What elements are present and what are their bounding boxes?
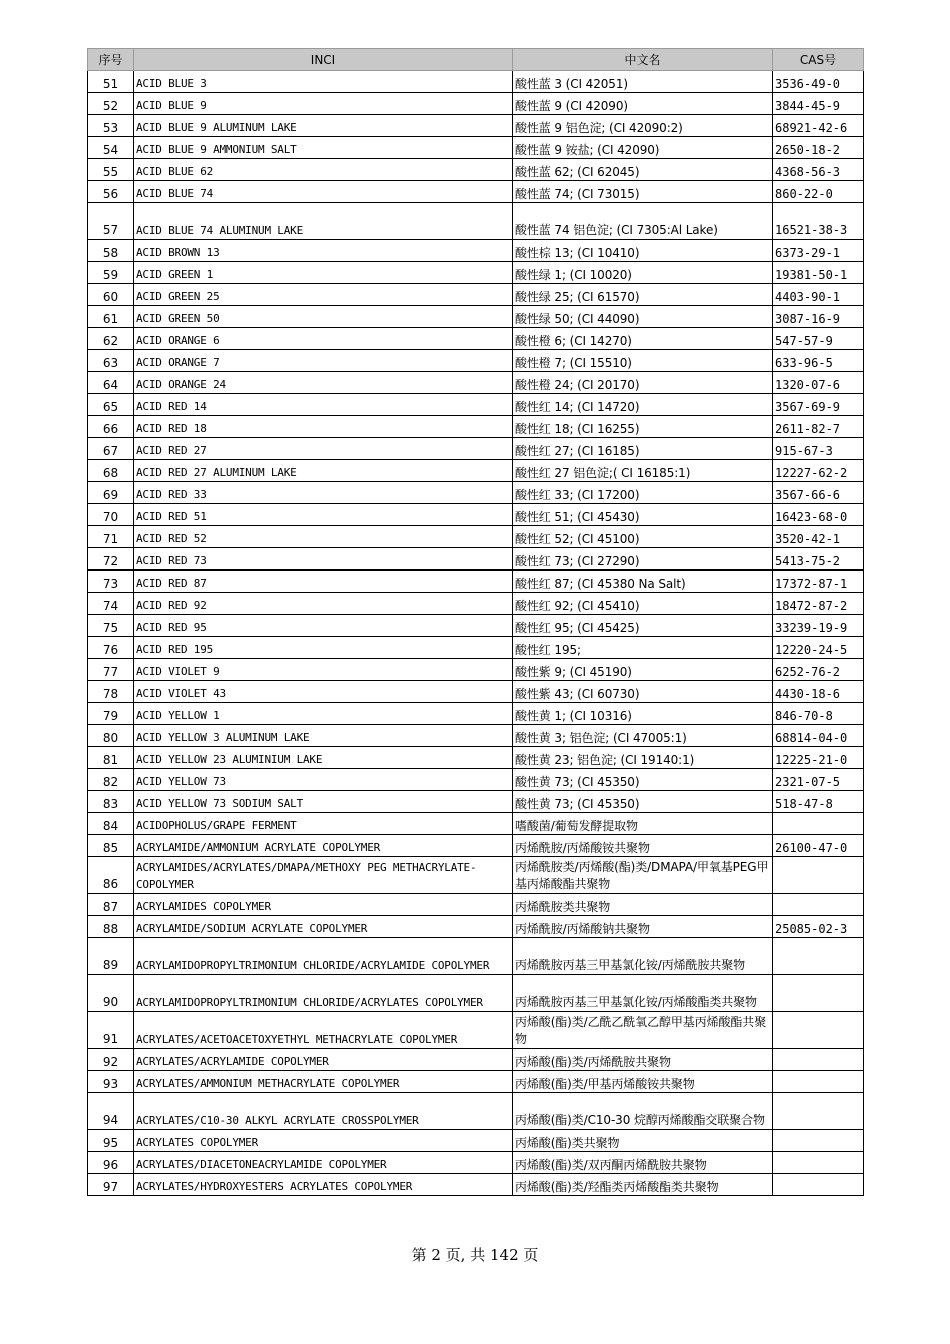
cell-no: 56 [88,181,134,203]
cell-inci: ACID BLUE 9 ALUMINUM LAKE [134,115,513,137]
table-row [88,1049,864,1071]
cell-no: 52 [88,93,134,115]
cell-chinese-name: 丙烯酸(酯)类共聚物 [513,1130,773,1152]
cell-cas: 12220-24-5 [773,637,864,659]
cell-chinese-name: 酸性蓝 74 铝色淀; (CI 7305:Al Lake) [513,203,773,240]
cell-no: 96 [88,1152,134,1174]
cell-cas: 633-96-5 [773,350,864,372]
cell-cas [773,1152,864,1174]
cell-no: 60 [88,284,134,306]
cell-chinese-name: 酸性橙 24; (CI 20170) [513,372,773,394]
cell-chinese-name: 酸性黄 23; 铝色淀; (CI 19140:1) [513,747,773,769]
table-row [88,1152,864,1174]
cell-cas: 2321-07-5 [773,769,864,791]
cell-cas: 3567-66-6 [773,482,864,504]
table-row [88,548,864,571]
cell-inci: ACID BLUE 74 [134,181,513,203]
table-row [88,1012,864,1049]
cell-inci: ACID RED 18 [134,416,513,438]
cell-chinese-name: 丙烯酰胺/丙烯酸铵共聚物 [513,835,773,857]
cell-no: 89 [88,938,134,975]
table-row [88,1174,864,1196]
table-row [88,416,864,438]
cell-cas [773,1093,864,1130]
cell-cas: 6373-29-1 [773,240,864,262]
cell-chinese-name: 丙烯酸(酯)类/乙酰乙酰氧乙醇甲基丙烯酸酯共聚物 [513,1012,773,1049]
cell-cas: 17372-87-1 [773,570,864,593]
cell-inci: ACID BROWN 13 [134,240,513,262]
cell-inci: ACID RED 27 [134,438,513,460]
cell-inci: ACID RED 14 [134,394,513,416]
table-row [88,747,864,769]
cell-chinese-name: 酸性绿 1; (CI 10020) [513,262,773,284]
cell-cas: 860-22-0 [773,181,864,203]
cell-no: 87 [88,894,134,916]
cell-chinese-name: 丙烯酸(酯)类/甲基丙烯酸铵共聚物 [513,1071,773,1093]
cell-chinese-name: 酸性紫 9; (CI 45190) [513,659,773,681]
cell-chinese-name: 酸性蓝 62; (CI 62045) [513,159,773,181]
table-row [88,593,864,615]
table-row [88,570,864,593]
table-row [88,894,864,916]
cell-no: 68 [88,460,134,482]
cell-no: 57 [88,203,134,240]
table-row [88,1093,864,1130]
cell-inci: ACID BLUE 62 [134,159,513,181]
cell-cas [773,813,864,835]
cell-inci: ACID RED 52 [134,526,513,548]
table-row [88,504,864,526]
cell-no: 55 [88,159,134,181]
cell-chinese-name: 酸性绿 50; (CI 44090) [513,306,773,328]
cell-no: 95 [88,1130,134,1152]
cell-cas: 4368-56-3 [773,159,864,181]
cell-inci: ACRYLATES/DIACETONEACRYLAMIDE COPOLYMER [134,1152,513,1174]
table-row [88,71,864,93]
ingredient-table [87,48,864,1196]
cell-inci: ACRYLAMIDOPROPYLTRIMONIUM CHLORIDE/ACRYLATES COPOLYMER [134,975,513,1012]
cell-chinese-name: 丙烯酸(酯)类/C10-30 烷醇丙烯酸酯交联聚合物 [513,1093,773,1130]
table-row [88,372,864,394]
table-row [88,262,864,284]
cell-chinese-name: 酸性红 51; (CI 45430) [513,504,773,526]
page-footer: 第 2 页, 共 142 页 [411,1246,539,1264]
table-row [88,615,864,637]
cell-no: 90 [88,975,134,1012]
cell-chinese-name: 酸性红 92; (CI 45410) [513,593,773,615]
table-row [88,938,864,975]
cell-inci: ACID YELLOW 73 SODIUM SALT [134,791,513,813]
cell-chinese-name: 嗜酸菌/葡萄发酵提取物 [513,813,773,835]
cell-inci: ACID RED 92 [134,593,513,615]
cell-chinese-name: 酸性紫 43; (CI 60730) [513,681,773,703]
cell-inci: ACRYLATES/AMMONIUM METHACRYLATE COPOLYMER [134,1071,513,1093]
cell-cas [773,1174,864,1196]
cell-inci: ACID VIOLET 43 [134,681,513,703]
cell-no: 85 [88,835,134,857]
table-row [88,526,864,548]
cell-no: 72 [88,548,134,571]
cell-no: 80 [88,725,134,747]
cell-inci: ACRYLATES/C10-30 ALKYL ACRYLATE CROSSPOLYMER [134,1093,513,1130]
cell-chinese-name: 酸性蓝 9 铵盐; (CI 42090) [513,137,773,159]
cell-chinese-name: 酸性橙 6; (CI 14270) [513,328,773,350]
cell-cas: 68814-04-0 [773,725,864,747]
table-row [88,637,864,659]
cell-chinese-name: 酸性红 33; (CI 17200) [513,482,773,504]
cell-cas: 3087-16-9 [773,306,864,328]
cell-inci: ACID VIOLET 9 [134,659,513,681]
cell-inci: ACID GREEN 25 [134,284,513,306]
cell-cas: 3520-42-1 [773,526,864,548]
cell-cas: 3567-69-9 [773,394,864,416]
table-row [88,159,864,181]
cell-no: 54 [88,137,134,159]
cell-cas: 16423-68-0 [773,504,864,526]
table-row [88,1130,864,1152]
cell-cas: 18472-87-2 [773,593,864,615]
cell-inci: ACRYLAMIDE/SODIUM ACRYLATE COPOLYMER [134,916,513,938]
cell-inci: ACID RED 73 [134,548,513,571]
table-row [88,916,864,938]
table-row [88,482,864,504]
cell-no: 76 [88,637,134,659]
cell-chinese-name: 酸性蓝 9 (CI 42090) [513,93,773,115]
cell-inci: ACID ORANGE 6 [134,328,513,350]
table-row [88,306,864,328]
header-chinese-name: 中文名 [513,49,773,71]
table-row [88,857,864,894]
cell-cas: 4430-18-6 [773,681,864,703]
cell-chinese-name: 丙烯酰胺类/丙烯酸(酯)类/DMAPA/甲氧基PEG甲基丙烯酸酯共聚物 [513,857,773,894]
table-row [88,137,864,159]
cell-no: 93 [88,1071,134,1093]
cell-chinese-name: 酸性蓝 74; (CI 73015) [513,181,773,203]
cell-chinese-name: 丙烯酰胺/丙烯酸钠共聚物 [513,916,773,938]
cell-no: 81 [88,747,134,769]
cell-chinese-name: 酸性红 195; [513,637,773,659]
cell-chinese-name: 酸性红 27 铝色淀;( CI 16185:1) [513,460,773,482]
cell-inci: ACRYLAMIDE/AMMONIUM ACRYLATE COPOLYMER [134,835,513,857]
cell-cas [773,1049,864,1071]
cell-cas [773,1071,864,1093]
cell-cas: 3844-45-9 [773,93,864,115]
cell-no: 94 [88,1093,134,1130]
cell-chinese-name: 酸性棕 13; (CI 10410) [513,240,773,262]
header-inci: INCI [134,49,513,71]
table-row [88,769,864,791]
cell-cas: 12227-62-2 [773,460,864,482]
cell-cas: 846-70-8 [773,703,864,725]
cell-no: 91 [88,1012,134,1049]
cell-chinese-name: 酸性黄 1; (CI 10316) [513,703,773,725]
cell-chinese-name: 酸性黄 3; 铝色淀; (CI 47005:1) [513,725,773,747]
cell-chinese-name: 酸性红 27; (CI 16185) [513,438,773,460]
table-row [88,835,864,857]
cell-inci: ACRYLAMIDES/ACRYLATES/DMAPA/METHOXY PEG METHACRYLATE-COPOLYMER [134,857,513,894]
cell-inci: ACID BLUE 9 AMMONIUM SALT [134,137,513,159]
cell-no: 83 [88,791,134,813]
table-row [88,115,864,137]
cell-chinese-name: 酸性红 18; (CI 16255) [513,416,773,438]
cell-no: 66 [88,416,134,438]
cell-cas: 3536-49-0 [773,71,864,93]
cell-no: 88 [88,916,134,938]
cell-cas: 25085-02-3 [773,916,864,938]
cell-cas: 518-47-8 [773,791,864,813]
cell-no: 77 [88,659,134,681]
cell-no: 82 [88,769,134,791]
cell-inci: ACID RED 87 [134,570,513,593]
cell-chinese-name: 丙烯酰胺丙基三甲基氯化铵/丙烯酰胺共聚物 [513,938,773,975]
cell-inci: ACRYLATES/ACETOACETOXYETHYL METHACRYLATE COPOLYMER [134,1012,513,1049]
cell-inci: ACID BLUE 74 ALUMINUM LAKE [134,203,513,240]
table-header-row [88,49,864,71]
cell-inci: ACRYLATES COPOLYMER [134,1130,513,1152]
cell-inci: ACID RED 195 [134,637,513,659]
cell-no: 70 [88,504,134,526]
cell-no: 75 [88,615,134,637]
cell-inci: ACID RED 33 [134,482,513,504]
cell-cas: 5413-75-2 [773,548,864,571]
cell-no: 92 [88,1049,134,1071]
cell-chinese-name: 丙烯酸(酯)类/羟酯类丙烯酸酯类共聚物 [513,1174,773,1196]
cell-no: 84 [88,813,134,835]
cell-chinese-name: 酸性黄 73; (CI 45350) [513,791,773,813]
cell-inci: ACID RED 27 ALUMINUM LAKE [134,460,513,482]
cell-chinese-name: 酸性红 95; (CI 45425) [513,615,773,637]
table-row [88,725,864,747]
cell-inci: ACIDOPHOLUS/GRAPE FERMENT [134,813,513,835]
cell-no: 63 [88,350,134,372]
cell-no: 86 [88,857,134,894]
cell-inci: ACID YELLOW 1 [134,703,513,725]
cell-cas [773,938,864,975]
cell-inci: ACID BLUE 9 [134,93,513,115]
cell-no: 97 [88,1174,134,1196]
cell-chinese-name: 酸性红 14; (CI 14720) [513,394,773,416]
cell-cas: 4403-90-1 [773,284,864,306]
cell-no: 69 [88,482,134,504]
header-cas: CAS号 [773,49,864,71]
cell-chinese-name: 酸性橙 7; (CI 15510) [513,350,773,372]
cell-no: 78 [88,681,134,703]
cell-inci: ACRYLATES/HYDROXYESTERS ACRYLATES COPOLYMER [134,1174,513,1196]
cell-chinese-name: 酸性绿 25; (CI 61570) [513,284,773,306]
cell-no: 59 [88,262,134,284]
table-row [88,791,864,813]
cell-no: 79 [88,703,134,725]
cell-chinese-name: 酸性黄 73; (CI 45350) [513,769,773,791]
cell-no: 64 [88,372,134,394]
cell-no: 71 [88,526,134,548]
table-row [88,813,864,835]
cell-cas: 16521-38-3 [773,203,864,240]
table-row [88,350,864,372]
cell-chinese-name: 酸性蓝 9 铝色淀; (CI 42090:2) [513,115,773,137]
cell-no: 58 [88,240,134,262]
cell-chinese-name: 酸性红 73; (CI 27290) [513,548,773,571]
cell-no: 74 [88,593,134,615]
cell-cas: 2611-82-7 [773,416,864,438]
cell-inci: ACRYLAMIDOPROPYLTRIMONIUM CHLORIDE/ACRYLAMIDE COPOLYMER [134,938,513,975]
cell-cas: 6252-76-2 [773,659,864,681]
cell-cas: 1320-07-6 [773,372,864,394]
cell-inci: ACID YELLOW 73 [134,769,513,791]
cell-chinese-name: 丙烯酰胺类共聚物 [513,894,773,916]
cell-chinese-name: 丙烯酸(酯)类/丙烯酰胺共聚物 [513,1049,773,1071]
cell-inci: ACID GREEN 50 [134,306,513,328]
cell-cas: 915-67-3 [773,438,864,460]
cell-cas: 26100-47-0 [773,835,864,857]
table-row [88,203,864,240]
cell-cas: 2650-18-2 [773,137,864,159]
cell-cas: 68921-42-6 [773,115,864,137]
cell-inci: ACRYLATES/ACRYLAMIDE COPOLYMER [134,1049,513,1071]
cell-inci: ACID YELLOW 3 ALUMINUM LAKE [134,725,513,747]
cell-inci: ACID YELLOW 23 ALUMINIUM LAKE [134,747,513,769]
cell-no: 61 [88,306,134,328]
cell-no: 62 [88,328,134,350]
table-row [88,703,864,725]
cell-chinese-name: 丙烯酰胺丙基三甲基氯化铵/丙烯酸酯类共聚物 [513,975,773,1012]
table-row [88,659,864,681]
cell-cas [773,1012,864,1049]
table-row [88,284,864,306]
cell-no: 73 [88,570,134,593]
cell-no: 53 [88,115,134,137]
cell-inci: ACID RED 95 [134,615,513,637]
cell-cas [773,857,864,894]
cell-chinese-name: 酸性红 87; (CI 45380 Na Salt) [513,570,773,593]
cell-inci: ACID ORANGE 24 [134,372,513,394]
cell-chinese-name: 丙烯酸(酯)类/双丙酮丙烯酰胺共聚物 [513,1152,773,1174]
table-row [88,975,864,1012]
table-row [88,681,864,703]
table-row [88,394,864,416]
cell-inci: ACID BLUE 3 [134,71,513,93]
table-row [88,181,864,203]
table-row [88,240,864,262]
cell-cas: 547-57-9 [773,328,864,350]
cell-inci: ACRYLAMIDES COPOLYMER [134,894,513,916]
table-row [88,93,864,115]
table-row [88,1071,864,1093]
cell-inci: ACID GREEN 1 [134,262,513,284]
table-row [88,460,864,482]
cell-cas: 12225-21-0 [773,747,864,769]
cell-chinese-name: 酸性红 52; (CI 45100) [513,526,773,548]
cell-cas [773,1130,864,1152]
cell-cas [773,975,864,1012]
cell-cas: 33239-19-9 [773,615,864,637]
cell-cas: 19381-50-1 [773,262,864,284]
table-row [88,328,864,350]
header-no: 序号 [88,49,134,71]
table-row [88,438,864,460]
cell-no: 67 [88,438,134,460]
cell-inci: ACID RED 51 [134,504,513,526]
cell-cas [773,894,864,916]
cell-chinese-name: 酸性蓝 3 (CI 42051) [513,71,773,93]
cell-no: 51 [88,71,134,93]
cell-inci: ACID ORANGE 7 [134,350,513,372]
cell-no: 65 [88,394,134,416]
